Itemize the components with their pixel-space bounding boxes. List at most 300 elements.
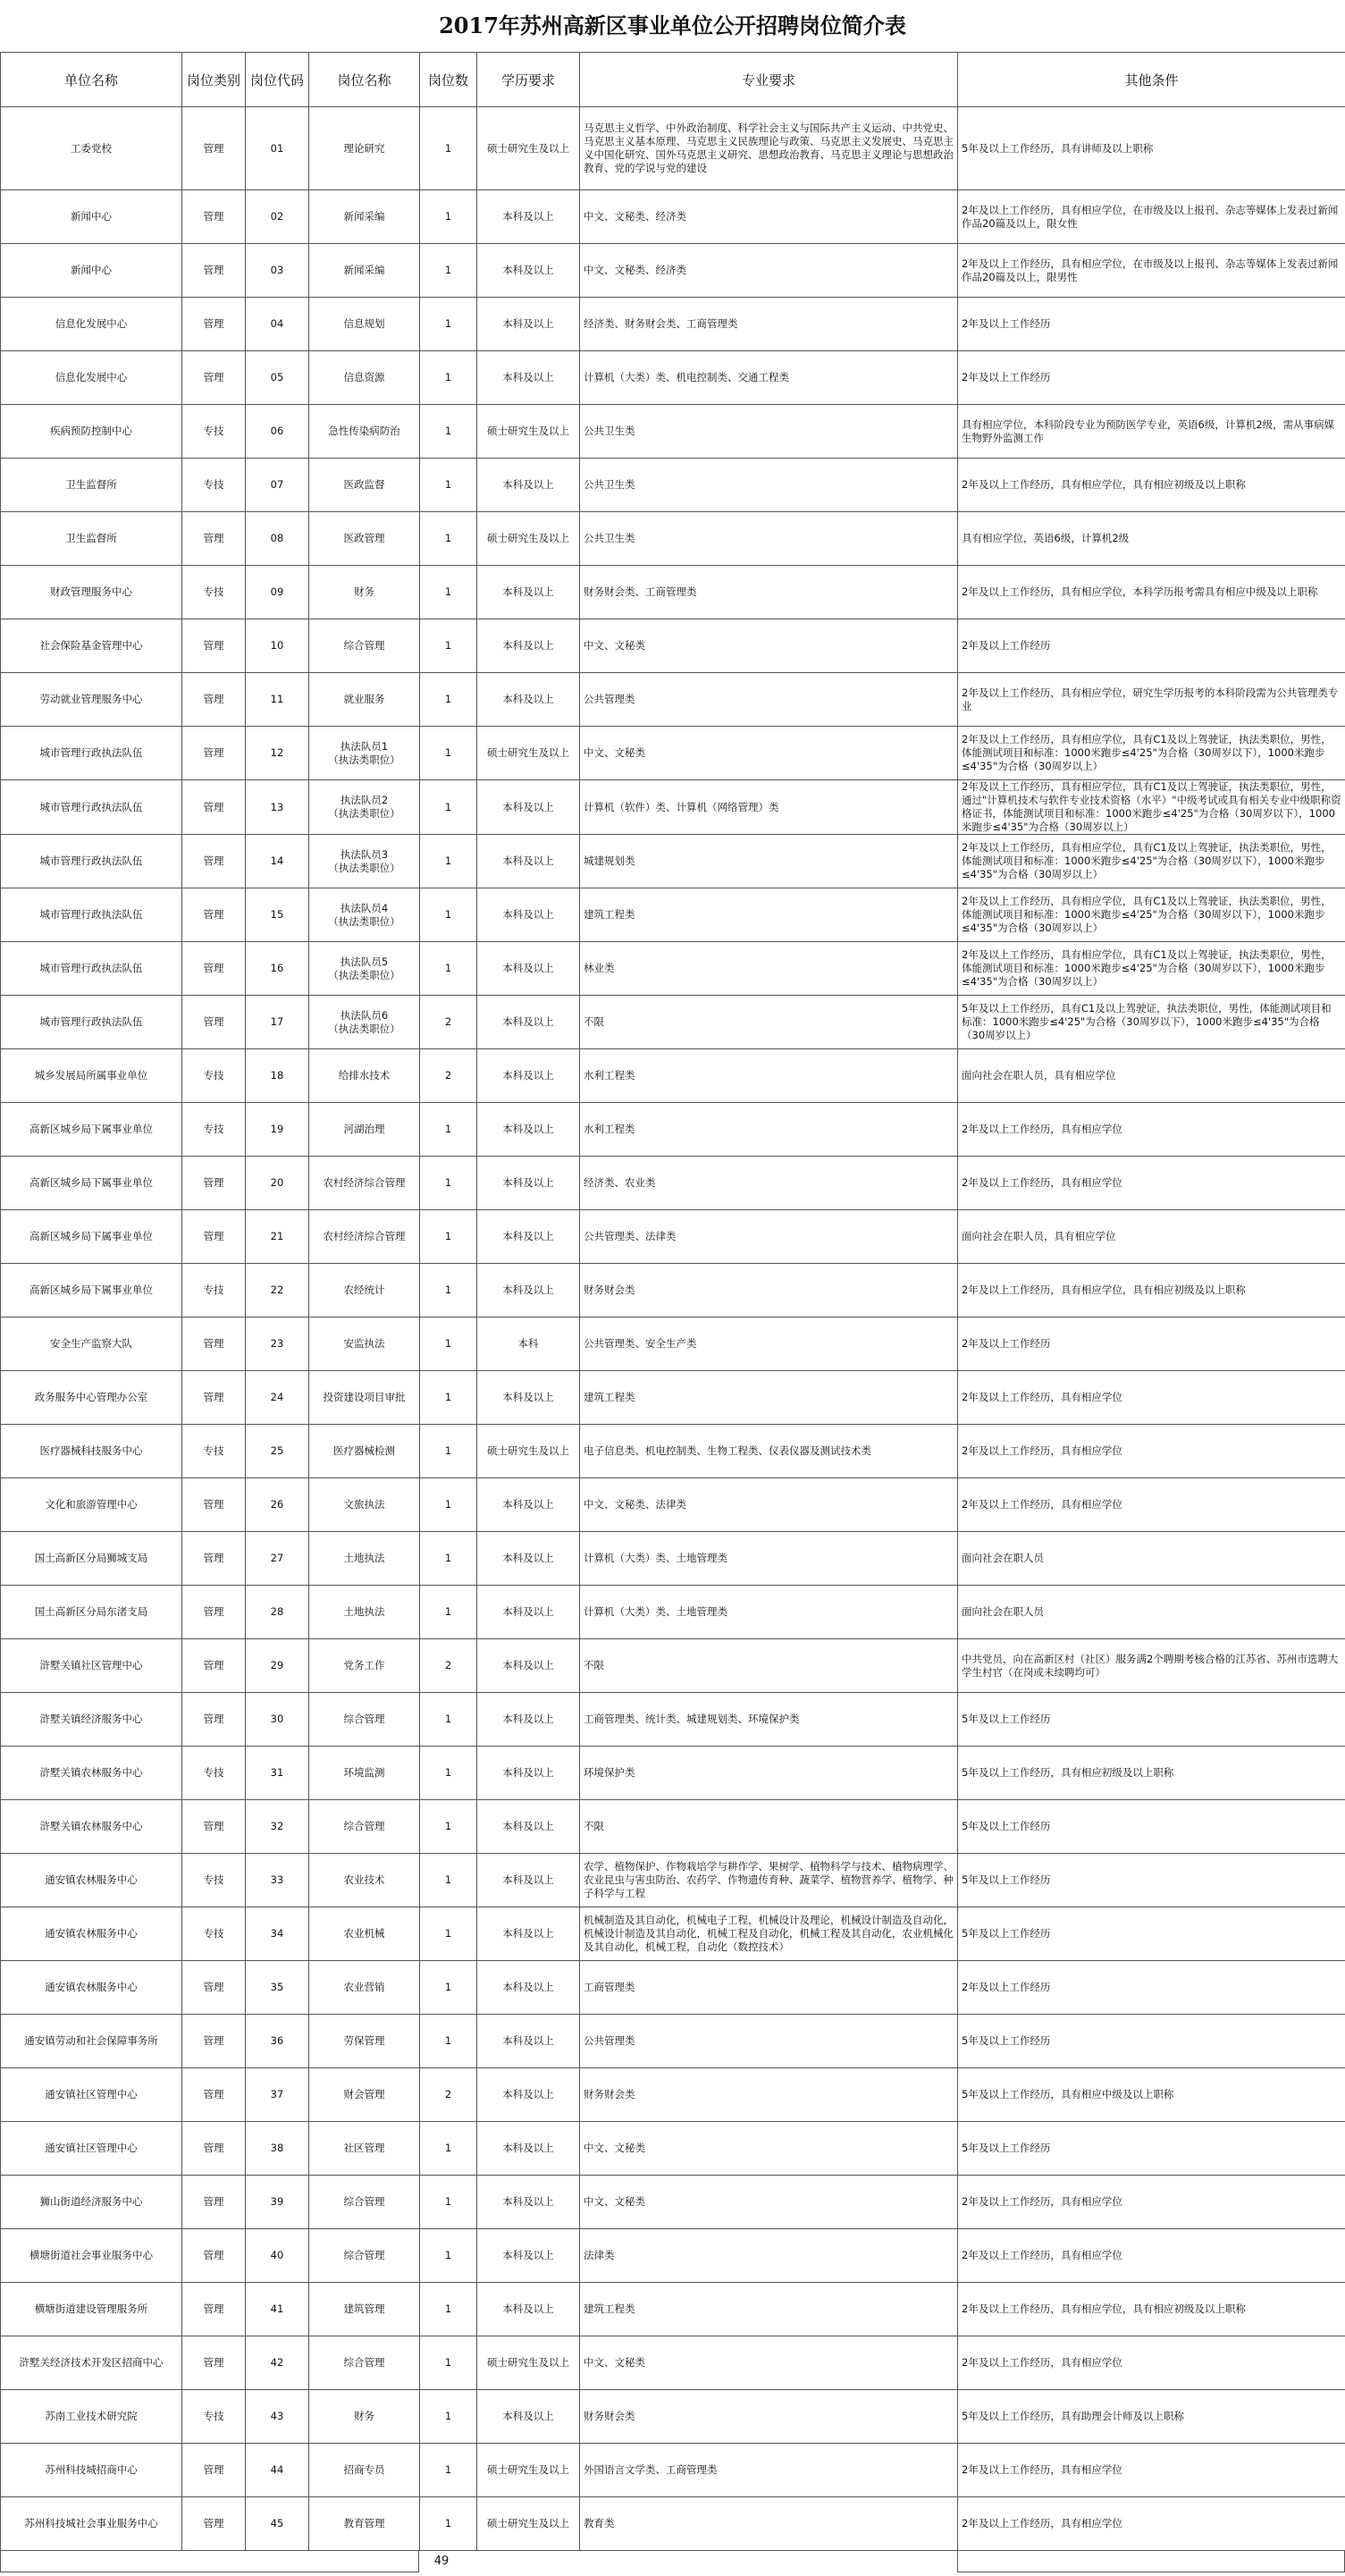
- cell-unit-name: 高新区城乡局下属事业单位: [1, 1103, 182, 1157]
- table-row: [1, 1103, 1345, 1157]
- cell-post-name: 土地执法: [309, 1586, 420, 1639]
- cell-post-count: 2: [420, 2068, 477, 2122]
- cell-major: 林业类: [580, 942, 958, 996]
- cell-post-count: 1: [420, 2015, 477, 2068]
- cell-other-conditions: 2年及以上工作经历，具有相应学位: [958, 1371, 1345, 1425]
- cell-post-code: 29: [246, 1639, 309, 1693]
- cell-post-count: 1: [420, 1264, 477, 1317]
- cell-post-count: 1: [420, 298, 477, 351]
- cell-post-count: 1: [420, 619, 477, 673]
- table-row: [1, 835, 1345, 888]
- cell-other-conditions: 2年及以上工作经历，具有相应学位，具有C1及以上驾驶证，执法类职位，男性，体能测试项目和标准：1000米跑步≤4'25"为合格（30周岁以下），1000米跑步≤4'35"为合格（30周岁以上）: [958, 727, 1345, 780]
- cell-major: 建筑工程类: [580, 1371, 958, 1425]
- table-row: [1, 107, 1345, 190]
- cell-post-category: 管理: [182, 1478, 246, 1532]
- cell-major: 不限: [580, 996, 958, 1049]
- cell-major: 计算机（大类）类、土地管理类: [580, 1586, 958, 1639]
- cell-post-category: 专技: [182, 1425, 246, 1478]
- header-other-conditions: 其他条件: [958, 53, 1345, 107]
- cell-major: 工商管理类: [580, 1961, 958, 2015]
- cell-education: 本科及以上: [477, 2176, 580, 2229]
- cell-other-conditions: 5年及以上工作经历: [958, 1693, 1345, 1747]
- cell-post-code: 36: [246, 2015, 309, 2068]
- cell-post-code: 44: [246, 2444, 309, 2497]
- cell-unit-name: 城市管理行政执法队伍: [1, 780, 182, 835]
- cell-unit-name: 财政管理服务中心: [1, 566, 182, 619]
- cell-major: 计算机（大类）类、机电控制类、交通工程类: [580, 351, 958, 405]
- cell-post-category: 专技: [182, 566, 246, 619]
- cell-unit-name: 通安镇社区管理中心: [1, 2122, 182, 2176]
- cell-major: 公共管理类: [580, 2015, 958, 2068]
- cell-education: 本科及以上: [477, 1693, 580, 1747]
- cell-education: 本科及以上: [477, 1371, 580, 1425]
- cell-post-count: 1: [420, 405, 477, 459]
- cell-post-code: 09: [246, 566, 309, 619]
- cell-major: 水利工程类: [580, 1103, 958, 1157]
- cell-education: 本科及以上: [477, 1049, 580, 1103]
- cell-post-count: 1: [420, 1907, 477, 1961]
- cell-education: 本科及以上: [477, 835, 580, 888]
- cell-unit-name: 浒墅关镇农林服务中心: [1, 1747, 182, 1800]
- cell-post-code: 39: [246, 2176, 309, 2229]
- cell-post-category: 专技: [182, 405, 246, 459]
- cell-post-name: 教育管理: [309, 2497, 420, 2551]
- cell-post-count: 1: [420, 2283, 477, 2336]
- cell-other-conditions: 2年及以上工作经历，具有相应学位，具有C1及以上驾驶证，执法类职位，男性，通过"计算机技术与软件专业技术资格（水平）"中级考试或具有相关专业中级职称资格证书，体能测试项目和标准：1000米跑步≤4'25"为合格（30周岁以下），1000米跑步≤4'35"为合格（30周岁以上）: [958, 780, 1345, 835]
- footer-cell-right: [957, 2551, 1345, 2572]
- cell-post-category: 管理: [182, 351, 246, 405]
- cell-post-code: 40: [246, 2229, 309, 2283]
- cell-post-name: 给排水技术: [309, 1049, 420, 1103]
- cell-post-name: 急性传染病防治: [309, 405, 420, 459]
- cell-post-code: 01: [246, 107, 309, 190]
- cell-other-conditions: 2年及以上工作经历，具有相应学位，具有C1及以上驾驶证，执法类职位，男性，体能测试项目和标准：1000米跑步≤4'25"为合格（30周岁以下），1000米跑步≤4'35"为合格（30周岁以上）: [958, 942, 1345, 996]
- cell-post-count: 1: [420, 351, 477, 405]
- cell-major: 中文、文秘类: [580, 2122, 958, 2176]
- cell-post-count: 1: [420, 512, 477, 566]
- cell-education: 本科及以上: [477, 942, 580, 996]
- cell-unit-name: 安全生产监察大队: [1, 1317, 182, 1371]
- cell-education: 本科及以上: [477, 996, 580, 1049]
- cell-post-name: 信息规划: [309, 298, 420, 351]
- cell-post-category: 管理: [182, 1586, 246, 1639]
- cell-post-count: 1: [420, 673, 477, 727]
- cell-post-name: 投资建设项目审批: [309, 1371, 420, 1425]
- cell-major: 农学、植物保护、作物栽培学与耕作学、果树学、植物科学与技术、植物病理学、农业昆虫与害虫防治、农药学、作物遗传育种、蔬菜学、植物营养学、植物学、种子科学与工程: [580, 1854, 958, 1907]
- cell-post-name: 综合管理: [309, 2176, 420, 2229]
- cell-post-code: 42: [246, 2336, 309, 2390]
- cell-post-category: 管理: [182, 673, 246, 727]
- cell-other-conditions: 2年及以上工作经历，具有相应学位，具有相应初级及以上职称: [958, 459, 1345, 512]
- cell-post-code: 05: [246, 351, 309, 405]
- cell-post-count: 1: [420, 942, 477, 996]
- cell-post-name: 党务工作: [309, 1639, 420, 1693]
- cell-education: 硕士研究生及以上: [477, 2336, 580, 2390]
- cell-unit-name: 疾病预防控制中心: [1, 405, 182, 459]
- cell-education: 硕士研究生及以上: [477, 2497, 580, 2551]
- cell-unit-name: 医疗器械科技服务中心: [1, 1425, 182, 1478]
- table-row: [1, 351, 1345, 405]
- cell-major: 教育类: [580, 2497, 958, 2551]
- cell-post-category: 专技: [182, 1854, 246, 1907]
- cell-post-count: 1: [420, 1478, 477, 1532]
- cell-major: 公共卫生类: [580, 459, 958, 512]
- cell-unit-name: 工委党校: [1, 107, 182, 190]
- cell-post-code: 17: [246, 996, 309, 1049]
- table-row: [1, 298, 1345, 351]
- cell-post-code: 32: [246, 1800, 309, 1854]
- cell-post-category: 管理: [182, 996, 246, 1049]
- cell-unit-name: 城市管理行政执法队伍: [1, 835, 182, 888]
- cell-post-count: 1: [420, 1210, 477, 1264]
- cell-post-count: 1: [420, 1693, 477, 1747]
- cell-unit-name: 狮山街道经济服务中心: [1, 2176, 182, 2229]
- cell-post-code: 20: [246, 1157, 309, 1210]
- cell-post-name: 执法队员5 （执法类职位）: [309, 942, 420, 996]
- cell-major: 电子信息类、机电控制类、生物工程类、仪表仪器及测试技术类: [580, 1425, 958, 1478]
- cell-major: 外国语言文学类、工商管理类: [580, 2444, 958, 2497]
- table-row: [1, 1907, 1345, 1961]
- cell-other-conditions: 2年及以上工作经历，具有相应学位: [958, 2444, 1345, 2497]
- cell-post-category: 管理: [182, 190, 246, 244]
- table-row: [1, 566, 1345, 619]
- cell-post-name: 招商专员: [309, 2444, 420, 2497]
- cell-unit-name: 横塘街道建设管理服务所: [1, 2283, 182, 2336]
- cell-post-code: 11: [246, 673, 309, 727]
- cell-unit-name: 社会保险基金管理中心: [1, 619, 182, 673]
- cell-post-category: 管理: [182, 942, 246, 996]
- cell-other-conditions: 2年及以上工作经历，具有相应学位: [958, 2176, 1345, 2229]
- cell-education: 硕士研究生及以上: [477, 512, 580, 566]
- cell-post-count: 1: [420, 459, 477, 512]
- cell-other-conditions: 中共党员，向在高新区村（社区）服务满2个聘期考核合格的江苏省、苏州市选聘大学生村官（在岗或未续聘均可）: [958, 1639, 1345, 1693]
- cell-post-count: 1: [420, 1747, 477, 1800]
- cell-post-category: 管理: [182, 619, 246, 673]
- table-row: [1, 1961, 1345, 2015]
- cell-major: 公共管理类、法律类: [580, 1210, 958, 1264]
- cell-major: 经济类、农业类: [580, 1157, 958, 1210]
- table-row: [1, 2497, 1345, 2551]
- cell-other-conditions: 2年及以上工作经历，具有相应学位: [958, 1478, 1345, 1532]
- cell-education: 本科: [477, 1317, 580, 1371]
- cell-unit-name: 通安镇农林服务中心: [1, 1854, 182, 1907]
- cell-other-conditions: 2年及以上工作经历，具有相应学位，具有C1及以上驾驶证，执法类职位，男性，体能测试项目和标准：1000米跑步≤4'25"为合格（30周岁以下），1000米跑步≤4'35"为合格（30周岁以上）: [958, 835, 1345, 888]
- cell-major: 公共卫生类: [580, 405, 958, 459]
- table-row: [1, 2283, 1345, 2336]
- page-number: 49: [433, 2555, 450, 2568]
- cell-unit-name: 浒墅关镇农林服务中心: [1, 1800, 182, 1854]
- cell-post-code: 30: [246, 1693, 309, 1747]
- table-row: [1, 2122, 1345, 2176]
- cell-post-category: 管理: [182, 2122, 246, 2176]
- cell-education: 硕士研究生及以上: [477, 2444, 580, 2497]
- table-row: [1, 888, 1345, 942]
- cell-post-code: 02: [246, 190, 309, 244]
- cell-education: 本科及以上: [477, 780, 580, 835]
- cell-education: 本科及以上: [477, 1639, 580, 1693]
- cell-post-code: 37: [246, 2068, 309, 2122]
- cell-education: 本科及以上: [477, 1961, 580, 2015]
- cell-post-category: 管理: [182, 1693, 246, 1747]
- cell-unit-name: 政务服务中心管理办公室: [1, 1371, 182, 1425]
- table-row: [1, 2444, 1345, 2497]
- cell-post-code: 21: [246, 1210, 309, 1264]
- cell-post-name: 文旅执法: [309, 1478, 420, 1532]
- cell-post-name: 农业技术: [309, 1854, 420, 1907]
- cell-education: 硕士研究生及以上: [477, 727, 580, 780]
- cell-other-conditions: 2年及以上工作经历，具有相应学位: [958, 2336, 1345, 2390]
- cell-major: 建筑工程类: [580, 2283, 958, 2336]
- cell-unit-name: 卫生监督所: [1, 512, 182, 566]
- cell-education: 本科及以上: [477, 2122, 580, 2176]
- cell-post-name: 河湖治理: [309, 1103, 420, 1157]
- cell-major: 中文、文秘类: [580, 619, 958, 673]
- cell-other-conditions: 2年及以上工作经历，具有相应学位: [958, 2229, 1345, 2283]
- cell-other-conditions: 2年及以上工作经历: [958, 619, 1345, 673]
- cell-other-conditions: 2年及以上工作经历，具有相应学位: [958, 1157, 1345, 1210]
- cell-post-name: 农村经济综合管理: [309, 1157, 420, 1210]
- footer-cell-left: [0, 2551, 419, 2572]
- cell-post-category: 管理: [182, 727, 246, 780]
- cell-post-category: 专技: [182, 1264, 246, 1317]
- cell-unit-name: 文化和旅游管理中心: [1, 1478, 182, 1532]
- cell-post-count: 1: [420, 1854, 477, 1907]
- table-row: [1, 996, 1345, 1049]
- cell-other-conditions: 2年及以上工作经历，具有相应学位，具有C1及以上驾驶证，执法类职位，男性，体能测试项目和标准：1000米跑步≤4'25"为合格（30周岁以下），1000米跑步≤4'35"为合格（30周岁以上）: [958, 888, 1345, 942]
- cell-post-code: 08: [246, 512, 309, 566]
- cell-unit-name: 城市管理行政执法队伍: [1, 996, 182, 1049]
- table-row: [1, 1478, 1345, 1532]
- cell-post-name: 综合管理: [309, 2229, 420, 2283]
- cell-post-count: 1: [420, 2176, 477, 2229]
- table-row: [1, 619, 1345, 673]
- cell-post-name: 社区管理: [309, 2122, 420, 2176]
- cell-major: 中文、文秘类、经济类: [580, 244, 958, 298]
- cell-education: 本科及以上: [477, 888, 580, 942]
- cell-post-name: 就业服务: [309, 673, 420, 727]
- cell-other-conditions: 2年及以上工作经历，具有相应学位，在市级及以上报刊、杂志等媒体上发表过新闻作品20篇及以上，限男性: [958, 244, 1345, 298]
- cell-education: 本科及以上: [477, 2283, 580, 2336]
- cell-other-conditions: 2年及以上工作经历: [958, 1317, 1345, 1371]
- cell-unit-name: 国土高新区分局狮城支局: [1, 1532, 182, 1586]
- cell-post-category: 管理: [182, 1210, 246, 1264]
- cell-unit-name: 通安镇农林服务中心: [1, 1961, 182, 2015]
- cell-education: 本科及以上: [477, 1907, 580, 1961]
- cell-education: 本科及以上: [477, 2068, 580, 2122]
- cell-post-category: 专技: [182, 1907, 246, 1961]
- cell-post-code: 06: [246, 405, 309, 459]
- cell-major: 中文、文秘类、经济类: [580, 190, 958, 244]
- cell-unit-name: 通安镇社区管理中心: [1, 2068, 182, 2122]
- cell-post-name: 农业机械: [309, 1907, 420, 1961]
- table-row: [1, 2229, 1345, 2283]
- cell-education: 硕士研究生及以上: [477, 107, 580, 190]
- cell-post-code: 33: [246, 1854, 309, 1907]
- cell-post-name: 劳保管理: [309, 2015, 420, 2068]
- cell-post-category: 管理: [182, 1371, 246, 1425]
- cell-education: 本科及以上: [477, 1586, 580, 1639]
- cell-post-category: 管理: [182, 1800, 246, 1854]
- cell-education: 硕士研究生及以上: [477, 1425, 580, 1478]
- cell-post-code: 12: [246, 727, 309, 780]
- header-post-category: 岗位类别: [182, 53, 246, 107]
- cell-unit-name: 劳动就业管理服务中心: [1, 673, 182, 727]
- table-row: [1, 405, 1345, 459]
- header-major: 专业要求: [580, 53, 958, 107]
- cell-post-name: 执法队员2 （执法类职位）: [309, 780, 420, 835]
- cell-major: 财务财会类、工商管理类: [580, 566, 958, 619]
- cell-post-name: 执法队员1 （执法类职位）: [309, 727, 420, 780]
- cell-other-conditions: 2年及以上工作经历，具有相应学位，在市级及以上报刊、杂志等媒体上发表过新闻作品20篇及以上，限女性: [958, 190, 1345, 244]
- cell-post-category: 管理: [182, 888, 246, 942]
- cell-post-category: 管理: [182, 2068, 246, 2122]
- cell-post-code: 43: [246, 2390, 309, 2444]
- cell-major: 中文、文秘类: [580, 727, 958, 780]
- cell-post-category: 管理: [182, 2336, 246, 2390]
- cell-post-category: 专技: [182, 1103, 246, 1157]
- cell-education: 硕士研究生及以上: [477, 405, 580, 459]
- cell-major: 中文、文秘类: [580, 2176, 958, 2229]
- cell-post-name: 执法队员6 （执法类职位）: [309, 996, 420, 1049]
- cell-post-category: 管理: [182, 107, 246, 190]
- cell-post-category: 管理: [182, 512, 246, 566]
- cell-education: 本科及以上: [477, 1478, 580, 1532]
- cell-post-category: 管理: [182, 244, 246, 298]
- cell-post-code: 27: [246, 1532, 309, 1586]
- cell-other-conditions: 面向社会在职人员，具有相应学位: [958, 1049, 1345, 1103]
- cell-post-category: 管理: [182, 2229, 246, 2283]
- cell-major: 中文、文秘类、法律类: [580, 1478, 958, 1532]
- table-row: [1, 2068, 1345, 2122]
- cell-post-code: 16: [246, 942, 309, 996]
- cell-education: 本科及以上: [477, 2015, 580, 2068]
- cell-major: 经济类、财务财会类、工商管理类: [580, 298, 958, 351]
- cell-unit-name: 城市管理行政执法队伍: [1, 727, 182, 780]
- cell-education: 本科及以上: [477, 1532, 580, 1586]
- cell-post-name: 综合管理: [309, 619, 420, 673]
- cell-other-conditions: 2年及以上工作经历: [958, 351, 1345, 405]
- cell-major: 计算机（大类）类、土地管理类: [580, 1532, 958, 1586]
- table-row: [1, 190, 1345, 244]
- cell-other-conditions: 5年及以上工作经历，具有相应中级及以上职称: [958, 2068, 1345, 2122]
- cell-unit-name: 浒墅关镇社区管理中心: [1, 1639, 182, 1693]
- table-row: [1, 512, 1345, 566]
- cell-unit-name: 高新区城乡局下属事业单位: [1, 1264, 182, 1317]
- cell-post-category: 管理: [182, 2497, 246, 2551]
- cell-other-conditions: 5年及以上工作经历: [958, 2015, 1345, 2068]
- cell-post-name: 医疗器械检测: [309, 1425, 420, 1478]
- cell-post-code: 23: [246, 1317, 309, 1371]
- table-row: [1, 727, 1345, 780]
- cell-education: 本科及以上: [477, 298, 580, 351]
- cell-post-category: 管理: [182, 1961, 246, 2015]
- cell-post-category: 管理: [182, 780, 246, 835]
- header-education: 学历要求: [477, 53, 580, 107]
- cell-post-count: 1: [420, 566, 477, 619]
- cell-post-name: 新闻采编: [309, 244, 420, 298]
- cell-major: 环境保护类: [580, 1747, 958, 1800]
- cell-post-name: 信息资源: [309, 351, 420, 405]
- cell-post-category: 专技: [182, 459, 246, 512]
- table-row: [1, 673, 1345, 727]
- cell-post-category: 管理: [182, 1639, 246, 1693]
- cell-post-code: 03: [246, 244, 309, 298]
- cell-other-conditions: 2年及以上工作经历，具有相应学位，具有相应初级及以上职称: [958, 2283, 1345, 2336]
- cell-post-count: 1: [420, 1800, 477, 1854]
- cell-post-code: 22: [246, 1264, 309, 1317]
- table-row: [1, 1586, 1345, 1639]
- cell-major: 财务财会类: [580, 2068, 958, 2122]
- cell-post-count: 1: [420, 2229, 477, 2283]
- cell-post-name: 农村经济综合管理: [309, 1210, 420, 1264]
- cell-post-category: 管理: [182, 1317, 246, 1371]
- cell-major: 中文、文秘类: [580, 2336, 958, 2390]
- cell-post-name: 综合管理: [309, 2336, 420, 2390]
- cell-post-name: 执法队员3 （执法类职位）: [309, 835, 420, 888]
- cell-unit-name: 通安镇劳动和社会保障事务所: [1, 2015, 182, 2068]
- table-row: [1, 1747, 1345, 1800]
- cell-post-name: 土地执法: [309, 1532, 420, 1586]
- cell-unit-name: 横塘街道社会事业服务中心: [1, 2229, 182, 2283]
- cell-post-code: 31: [246, 1747, 309, 1800]
- cell-unit-name: 信息化发展中心: [1, 351, 182, 405]
- cell-post-count: 1: [420, 2444, 477, 2497]
- cell-education: 本科及以上: [477, 1157, 580, 1210]
- table-row: [1, 942, 1345, 996]
- cell-post-count: 1: [420, 1586, 477, 1639]
- cell-post-name: 医政监督: [309, 459, 420, 512]
- cell-post-category: 管理: [182, 1532, 246, 1586]
- header-post-name: 岗位名称: [309, 53, 420, 107]
- cell-post-count: 1: [420, 727, 477, 780]
- cell-post-category: 管理: [182, 835, 246, 888]
- cell-post-name: 农经统计: [309, 1264, 420, 1317]
- cell-post-name: 建筑管理: [309, 2283, 420, 2336]
- cell-post-code: 18: [246, 1049, 309, 1103]
- cell-post-name: 综合管理: [309, 1800, 420, 1854]
- cell-unit-name: 苏州科技城招商中心: [1, 2444, 182, 2497]
- cell-unit-name: 苏南工业技术研究院: [1, 2390, 182, 2444]
- cell-other-conditions: 面向社会在职人员: [958, 1586, 1345, 1639]
- cell-post-count: 1: [420, 1371, 477, 1425]
- table-row: [1, 1693, 1345, 1747]
- table-row: [1, 1532, 1345, 1586]
- cell-post-count: 1: [420, 2122, 477, 2176]
- cell-unit-name: 苏州科技城社会事业服务中心: [1, 2497, 182, 2551]
- cell-education: 本科及以上: [477, 1210, 580, 1264]
- cell-post-code: 45: [246, 2497, 309, 2551]
- cell-unit-name: 新闻中心: [1, 190, 182, 244]
- cell-other-conditions: 2年及以上工作经历，具有相应学位: [958, 1103, 1345, 1157]
- cell-post-code: 19: [246, 1103, 309, 1157]
- cell-unit-name: 高新区城乡局下属事业单位: [1, 1157, 182, 1210]
- table-row: [1, 1639, 1345, 1693]
- cell-education: 本科及以上: [477, 673, 580, 727]
- cell-unit-name: 城市管理行政执法队伍: [1, 888, 182, 942]
- table-row: [1, 2176, 1345, 2229]
- cell-post-code: 35: [246, 1961, 309, 2015]
- cell-post-name: 环境监测: [309, 1747, 420, 1800]
- cell-post-count: 2: [420, 1049, 477, 1103]
- cell-other-conditions: 2年及以上工作经历，具有相应学位: [958, 2497, 1345, 2551]
- cell-post-count: 1: [420, 1961, 477, 2015]
- cell-post-name: 财务: [309, 2390, 420, 2444]
- cell-education: 本科及以上: [477, 2390, 580, 2444]
- cell-other-conditions: 5年及以上工作经历，具有讲师及以上职称: [958, 107, 1345, 190]
- cell-education: 本科及以上: [477, 351, 580, 405]
- cell-other-conditions: 5年及以上工作经历: [958, 1907, 1345, 1961]
- cell-education: 本科及以上: [477, 1854, 580, 1907]
